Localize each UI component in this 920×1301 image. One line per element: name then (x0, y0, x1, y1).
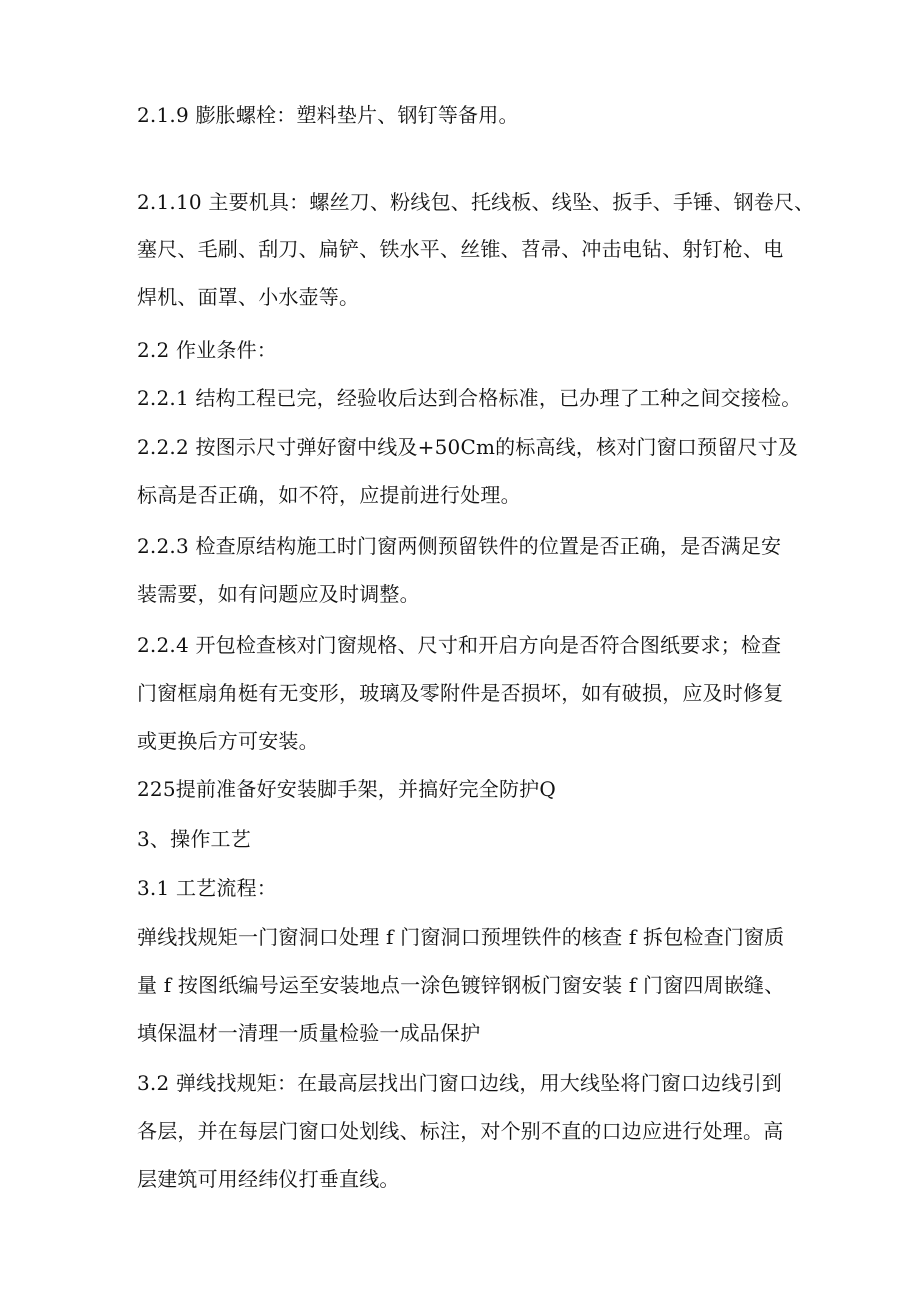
section-heading-2-2: 2.2 作业条件： (137, 338, 277, 362)
text-line: 各层，并在每层门窗口处划线、标注，对个别不直的口边应进行处理。高 (137, 1119, 784, 1143)
text-line-2-2-3: 2.2.3 检查原结构施工时门窗两侧预留铁件的位置是否正确，是否满足安 (137, 534, 782, 558)
text-line: 塞尺、毛刷、刮刀、扁铲、铁水平、丝锥、苕帚、冲击电钻、射钉枪、电 (137, 237, 784, 261)
process-flow-line: 量 f 按图纸编号运至安装地点一涂色镀锌钢板门窗安装 f 门窗四周嵌缝、 (137, 973, 785, 997)
text-line: 门窗框扇角梃有无变形，玻璃及零附件是否损坏，如有破损，应及时修复 (137, 681, 784, 705)
text-line-2-1-10: 2.1.10 主要机具：螺丝刀、粉线包、托线板、线坠、扳手、手锤、钢卷尺、 (137, 190, 815, 214)
text-line: 标高是否正确，如不符，应提前进行处理。 (137, 483, 521, 507)
process-flow-line: 弹线找规矩一门窗洞口处理 f 门窗洞口预埋铁件的核查 f 拆包检查门窗质 (137, 925, 785, 949)
process-flow-line: 填保温材一清理一质量检验一成品保护 (137, 1021, 481, 1045)
text-line-2-1-9: 2.1.9 膨胀螺栓：塑料垫片、钢钉等备用。 (137, 103, 519, 127)
text-line-2-2-5: 225提前准备好安装脚手架，并搞好完全防护Q (137, 777, 556, 801)
text-line: 层建筑可用经纬仪打垂直线。 (137, 1167, 400, 1191)
text-line: 焊机、面罩、小水壶等。 (137, 285, 360, 309)
text-line-2-2-1: 2.2.1 结构工程已完，经验收后达到合格标准，已办理了工种之间交接检。 (137, 386, 802, 410)
text-line-3-2: 3.2 弹线找规矩：在最高层找出门窗口边线，用大线坠将门窗口边线引到 (137, 1071, 782, 1095)
section-heading-3: 3、操作工艺 (137, 827, 251, 851)
section-heading-3-1: 3.1 工艺流程： (137, 876, 277, 900)
text-line: 装需要，如有问题应及时调整。 (137, 582, 420, 606)
text-line: 或更换后方可安装。 (137, 729, 319, 753)
text-line-2-2-4: 2.2.4 开包检查核对门窗规格、尺寸和开启方向是否符合图纸要求；检查 (137, 633, 782, 657)
text-line-2-2-2: 2.2.2 按图示尺寸弹好窗中线及+50Cm的标高线，核对门窗口预留尺寸及 (137, 435, 799, 459)
